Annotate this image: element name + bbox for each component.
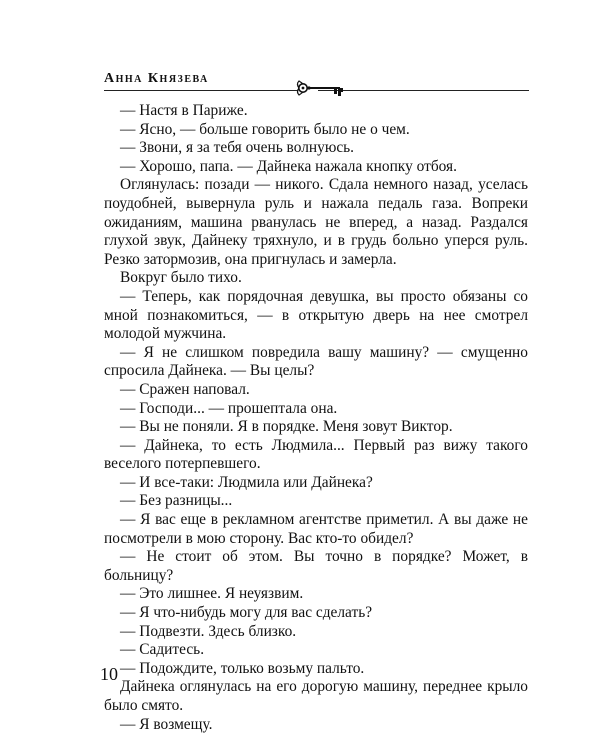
- paragraph: — И все-таки: Людмила или Дайнека?: [120, 473, 373, 491]
- page-number: 10: [100, 664, 118, 684]
- key-icon: [294, 76, 354, 100]
- paragraph: Вокруг было тихо.: [120, 269, 242, 287]
- paragraph: Оглянулась: позади — никого. Сдала немного назад, уселась поудобней, вывернула руль и нажала педаль газа. Вопреки ожиданиям, машина рванулась не вперед, а назад. Раздался глухой звук, Дайнеку тряхнуло, и в грудь больно уперся руль. Резко затормозив, она пригнулась и замерла.: [104, 176, 528, 268]
- paragraph: Дайнека оглянулась на его дорогую машину, переднее крыло было смято.: [104, 678, 528, 714]
- body-text: [104, 102, 528, 734]
- paragraph: — Господи... — прошептала она.: [120, 399, 338, 417]
- paragraph: — Я что-нибудь могу для вас сделать?: [120, 604, 373, 622]
- paragraph: — Без разницы...: [120, 492, 233, 510]
- paragraph: — Подождите, только возьму пальто.: [120, 659, 365, 677]
- paragraph: — Подвезти. Здесь близко.: [120, 622, 297, 640]
- paragraph: — Садитесь.: [120, 641, 205, 659]
- paragraph: — Дайнека, то есть Людмила... Первый раз вижу такого веселого потерпевшего.: [104, 436, 528, 473]
- paragraph: — Хорошо, папа. — Дайнека нажала кнопку отбоя.: [120, 157, 457, 175]
- paragraph: — Вы не поняли. Я в порядке. Меня зовут Виктор.: [120, 418, 453, 436]
- paragraph: — Это лишнее. Я неуязвим.: [120, 585, 304, 603]
- paragraph: — Я возмещу.: [120, 715, 213, 733]
- author-name: Анна Князева: [104, 71, 209, 86]
- paragraph: — Теперь, как порядочная девушка, вы просто обязаны со мной познакомиться, — в открытую дверь на нее смотрел молодой мужчина.: [104, 287, 528, 343]
- paragraph: — Настя в Париже.: [120, 102, 248, 119]
- paragraph: — Я вас еще в рекламном агентстве приметил. А вы даже не посмотрели в мою сторону. Вас кто-то обидел?: [104, 511, 528, 547]
- paragraph: — Ясно, — больше говорить было не о чем.: [120, 120, 410, 138]
- paragraph: — Не стоит об этом. Вы точно в порядке? Может, в больницу?: [104, 548, 528, 584]
- paragraph: — Сражен наповал.: [120, 380, 250, 398]
- paragraph: — Звони, я за тебя очень волнуюсь.: [120, 139, 355, 157]
- running-header: [104, 70, 529, 100]
- paragraph: — Я не слишком повредила вашу машину? — смущенно спросила Дайнека. — Вы целы?: [104, 343, 528, 380]
